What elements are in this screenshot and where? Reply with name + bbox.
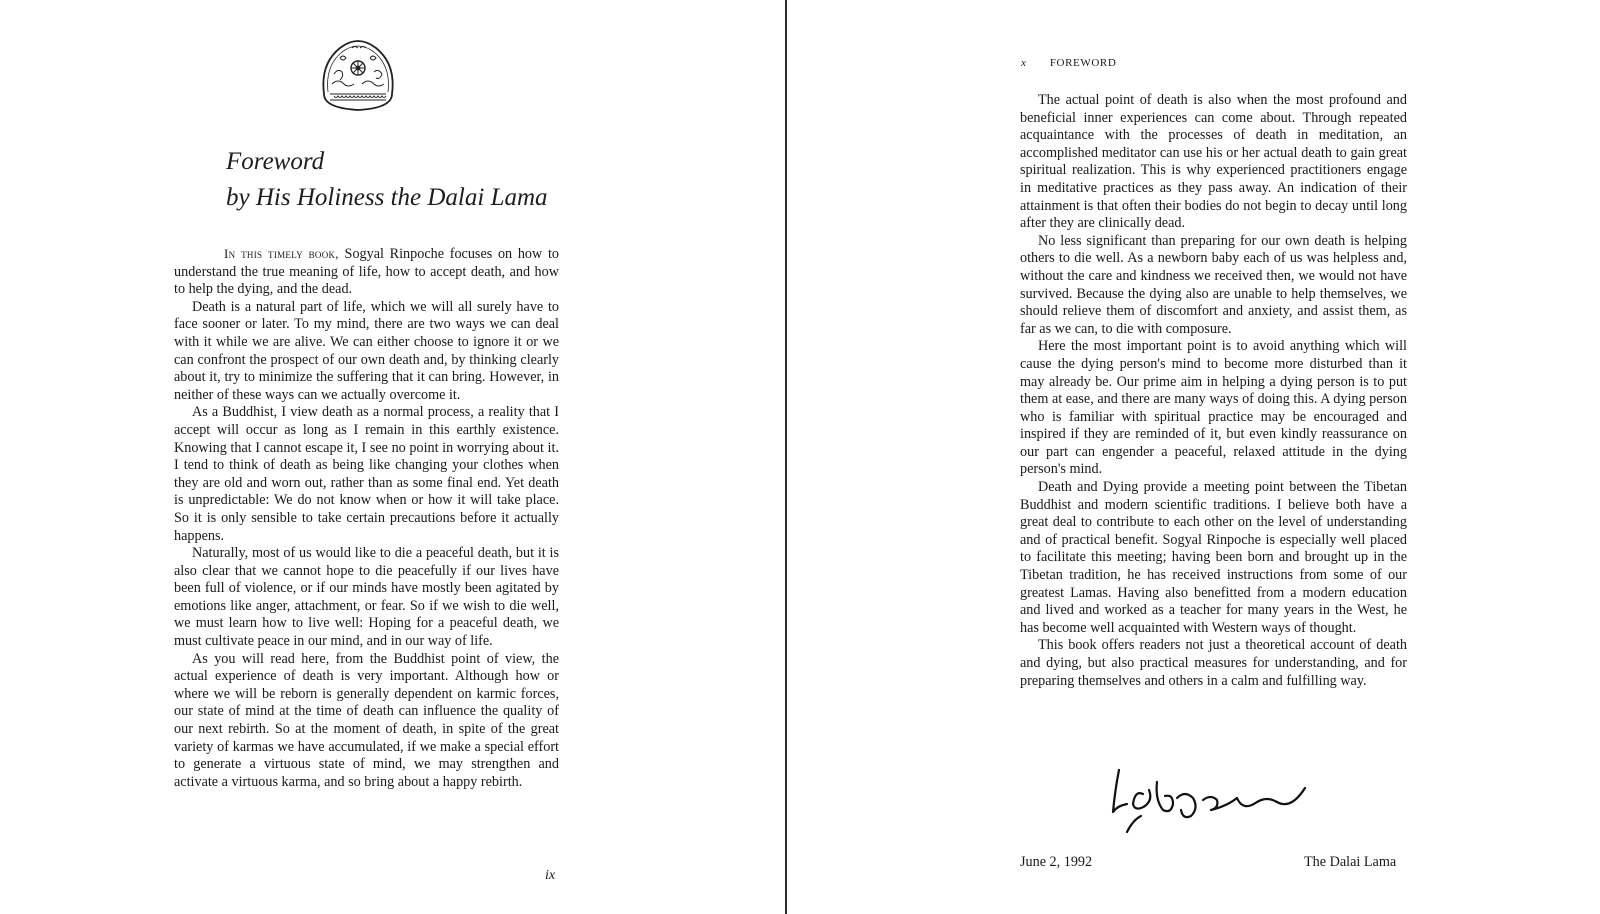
foreword-title xyxy=(226,144,646,216)
signature-icon xyxy=(1107,760,1317,850)
paragraph: Death and Dying provide a meeting point between the Tibetan Buddhist and modern scientific traditions. I believe both have a great deal to contribute to each other on the level of understanding and of practical benefit. Sogyal Rinpoche is especially well placed to facilitate this meeting; having been born and brought up in the Tibetan tradition, he has received instructions from some of our greatest Lamas. Having also benefitted from a modern education and lived and worked as a teacher for many years in the West, he has become well acquainted with Western ways of thought. xyxy=(1020,479,1407,636)
left-page xyxy=(0,0,785,914)
title-line-1: Foreword xyxy=(226,148,325,175)
page-number-right: x xyxy=(1021,57,1027,69)
paragraph: Here the most important point is to avoid anything which will cause the dying person's mind to become more disturbed than it may already be. Our prime aim in helping a dying person is to put them at ease, and there are many ways of doing this. A dying person who is familiar with spiritual practice may be encouraged and inspired if they are reminded of it, but even kindly reassurance on our part can engender a peaceful, relaxed attitude in the dying person's mind. xyxy=(1020,338,1407,478)
paragraph: In this timely book, Sogyal Rinpoche focuses on how to understand the true meaning of life, how to accept death, and how to help the dying, and the dead. xyxy=(174,246,559,298)
running-head xyxy=(1021,57,1116,69)
title-line-2: by His Holiness the Dalai Lama xyxy=(226,184,548,211)
paragraph: As a Buddhist, I view death as a normal process, a reality that I accept will occur as long as I remain in this earthly existence. Knowing that I cannot escape it, I see no point in worrying about it. I tend to think of death as being like changing your clothes when they are old and worn out, rather than as some final end. Yet death is unpredictable: We do not know when or how it will take place. So it is only sensible to take certain precautions before it actually happens. xyxy=(174,404,559,544)
lead-in: In this timely book, xyxy=(224,246,339,261)
signatory-name: The Dalai Lama xyxy=(1304,854,1397,870)
running-head-title: FOREWORD xyxy=(1049,57,1117,69)
signature-date: June 2, 1992 xyxy=(1020,854,1093,870)
right-body-text xyxy=(1020,92,1407,690)
right-page xyxy=(787,0,1600,914)
seal-icon xyxy=(318,36,398,114)
paragraph: The actual point of death is also when the most profound and beneficial inner experiences can come about. Through repeated acquaintance with the processes of death in meditation, an accomplished meditator can use his or her actual death to gain great spiritual realization. This is why experienced practitioners engage in meditative practices as they pass away. An indication of their attainment is that often their bodies do not begin to decay until long after they are clinically dead. xyxy=(1020,92,1407,232)
paragraph: As you will read here, from the Buddhist point of view, the actual experience of death is very important. Although how or where we will be reborn is generally dependent on karmic forces, our state of mind at the time of death can influence the quality of our next rebirth. So at the moment of death, in spite of the great variety of karmas we have accumulated, if we make a special effort to generate a virtuous state of mind, we may strengthen and activate a virtuous karma, and so bring about a happy rebirth. xyxy=(174,650,559,790)
paragraph: This book offers readers not just a theoretical account of death and dying, but also practical measures for understanding, and for preparing themselves and others in a calm and fulfilling way. xyxy=(1020,637,1407,689)
paragraph: No less significant than preparing for our own death is helping others to die well. As a newborn baby each of us was helpless and, without the care and kindness we received then, we would not have survived. Because the dying also are unable to help themselves, we should relieve them of discomfort and anxiety, and assist them, as far as we can, to die with composure. xyxy=(1020,232,1407,337)
paragraph: Death is a natural part of life, which we will all surely have to face sooner or later. To my mind, there are two ways we can deal with it while we are alive. We can either choose to ignore it or we can confront the prospect of our own death and, by thinking clearly about it, try to minimize the suffering that it can bring. However, in neither of these ways can we actually overcome it. xyxy=(174,298,559,403)
left-body-text xyxy=(174,245,559,791)
page-number-left: ix xyxy=(545,868,556,883)
paragraph: Naturally, most of us would like to die a peaceful death, but it is also clear that we cannot hope to die peacefully if our lives have been full of violence, or if our minds have mostly been agitated by emotions like anger, attachment, or fear. So if we wish to die well, we must learn how to live well: Hoping for a peaceful death, we must cultivate peace in our mind, and in our way of life. xyxy=(174,545,559,650)
